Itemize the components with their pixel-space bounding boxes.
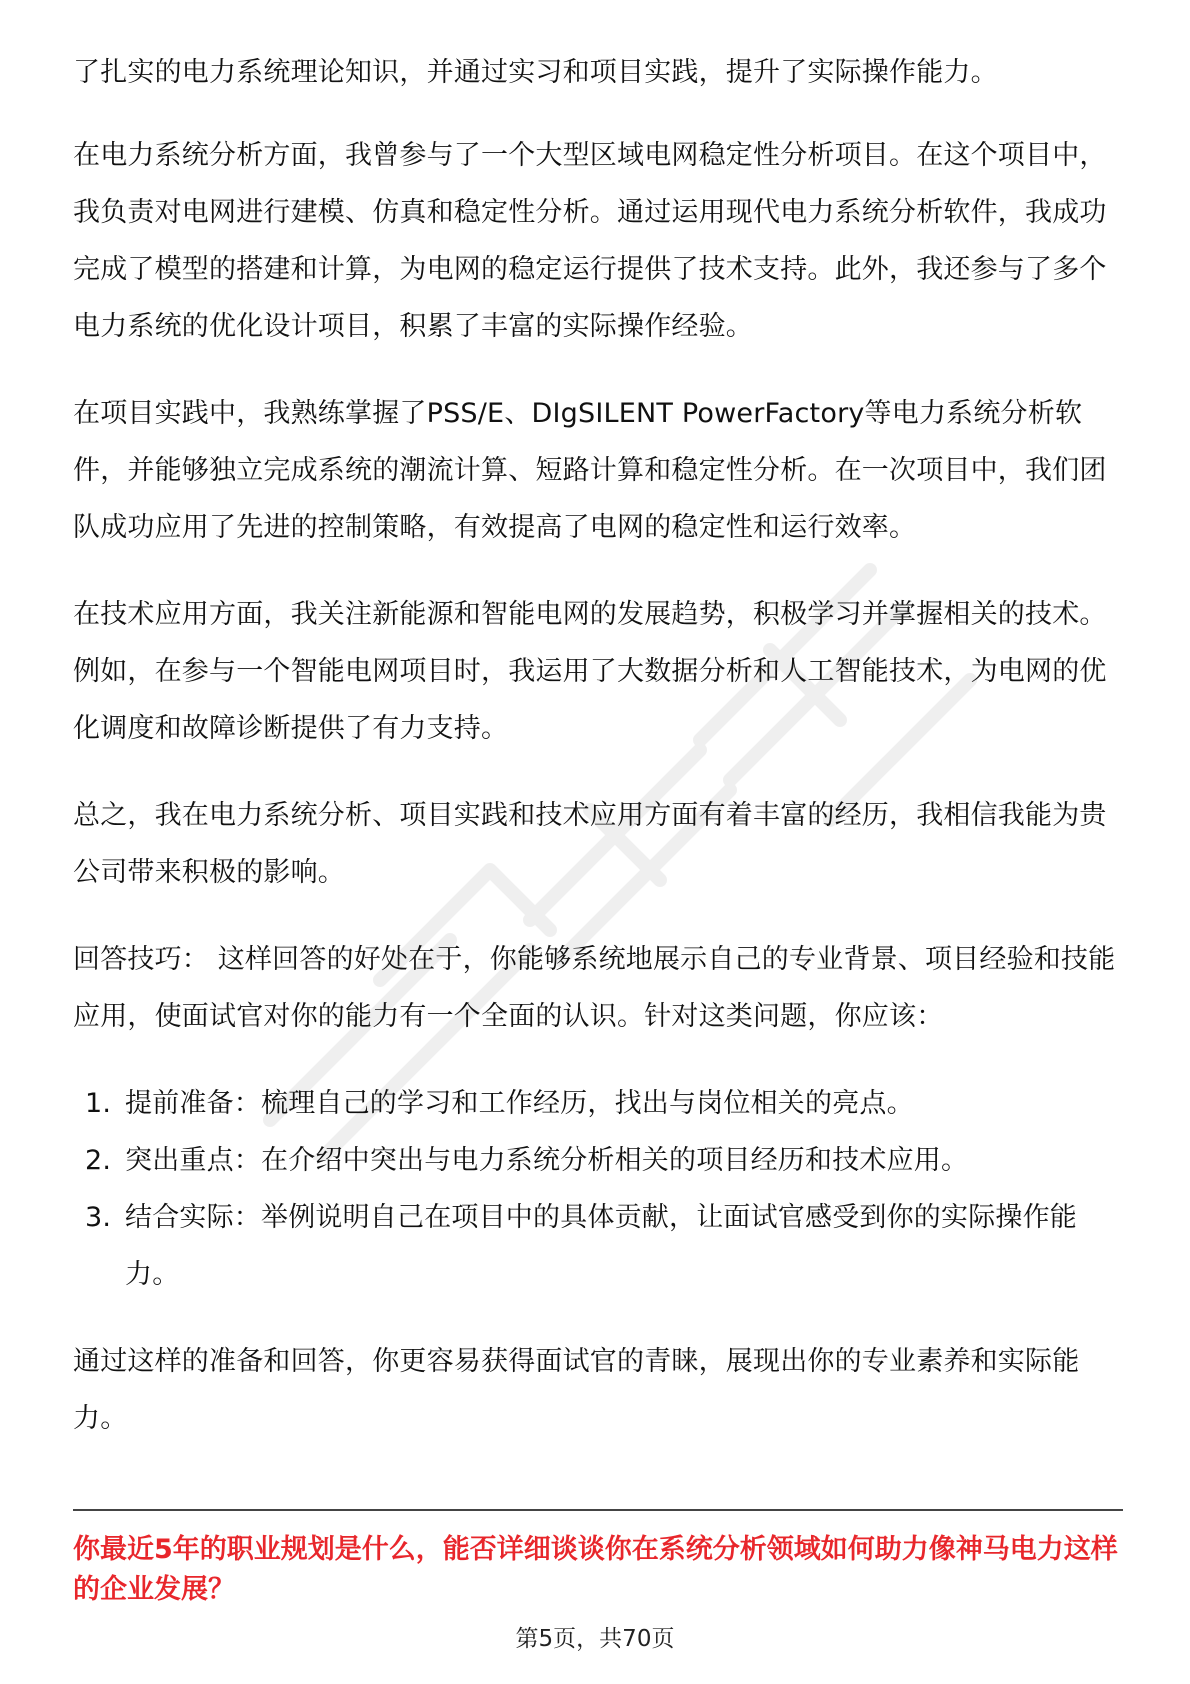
paragraph-project-practice: 在项目实践中，我熟练掌握了PSS/E、DIgSILENT PowerFactory等电力系统分析软件，并能够独立完成系统的潮流计算、短路计算和稳定性分析。在一次项目中，我们团队成功应用了先进的控制策略，有效提高了电网的稳定性和运行效率。 (73, 398, 1107, 543)
list-item-number: 3. (85, 1202, 112, 1233)
list-item-text: 结合实际：举例说明自己在项目中的具体贡献，让面试官感受到你的实际操作能力。 (125, 1202, 1077, 1290)
page-number-footer: 第5页，共70页 (515, 1626, 675, 1652)
list-item-number: 1. (85, 1088, 112, 1119)
paragraph-closing: 通过这样的准备和回答，你更容易获得面试官的青睐，展现出你的专业素养和实际能力。 (73, 1346, 1080, 1434)
paragraph-answer-tips: 回答技巧： 这样回答的好处在于，你能够系统地展示自己的专业背景、项目经验和技能应用，使面试官对你的能力有一个全面的认识。针对这类问题，你应该： (73, 944, 1116, 1032)
list-item-text: 突出重点：在介绍中突出与电力系统分析相关的项目经历和技术应用。 (125, 1145, 969, 1176)
paragraph-system-analysis: 在电力系统分析方面，我曾参与了一个大型区域电网稳定性分析项目。在这个项目中，我负责对电网进行建模、仿真和稳定性分析。通过运用现代电力系统分析软件，我成功完成了模型的搭建和计算，为电网的稳定运行提供了技术支持。此外，我还参与了多个电力系统的优化设计项目，积累了丰富的实际操作经验。 (73, 140, 1107, 342)
next-question-heading: 你最近5年的职业规划是什么，能否详细谈谈你在系统分析领域如何助力像神马电力这样的企业发展？ (73, 1534, 1118, 1605)
list-item-text: 提前准备：梳理自己的学习和工作经历，找出与岗位相关的亮点。 (125, 1088, 914, 1119)
tips-list (73, 1075, 1123, 1303)
list-item (73, 1189, 1123, 1303)
section-divider (73, 1509, 1123, 1511)
list-item-number: 2. (85, 1145, 112, 1176)
list-item (73, 1075, 1123, 1132)
list-item (73, 1132, 1123, 1189)
paragraph-tech-application: 在技术应用方面，我关注新能源和智能电网的发展趋势，积极学习并掌握相关的技术。例如，在参与一个智能电网项目时，我运用了大数据分析和人工智能技术，为电网的优化调度和故障诊断提供了有力支持。 (73, 599, 1107, 744)
paragraph-summary: 总之，我在电力系统分析、项目实践和技术应用方面有着丰富的经历，我相信我能为贵公司带来积极的影响。 (73, 800, 1107, 888)
main-content (73, 44, 1123, 1477)
paragraph-intro-tail: 了扎实的电力系统理论知识，并通过实习和项目实践，提升了实际操作能力。 (73, 57, 998, 88)
